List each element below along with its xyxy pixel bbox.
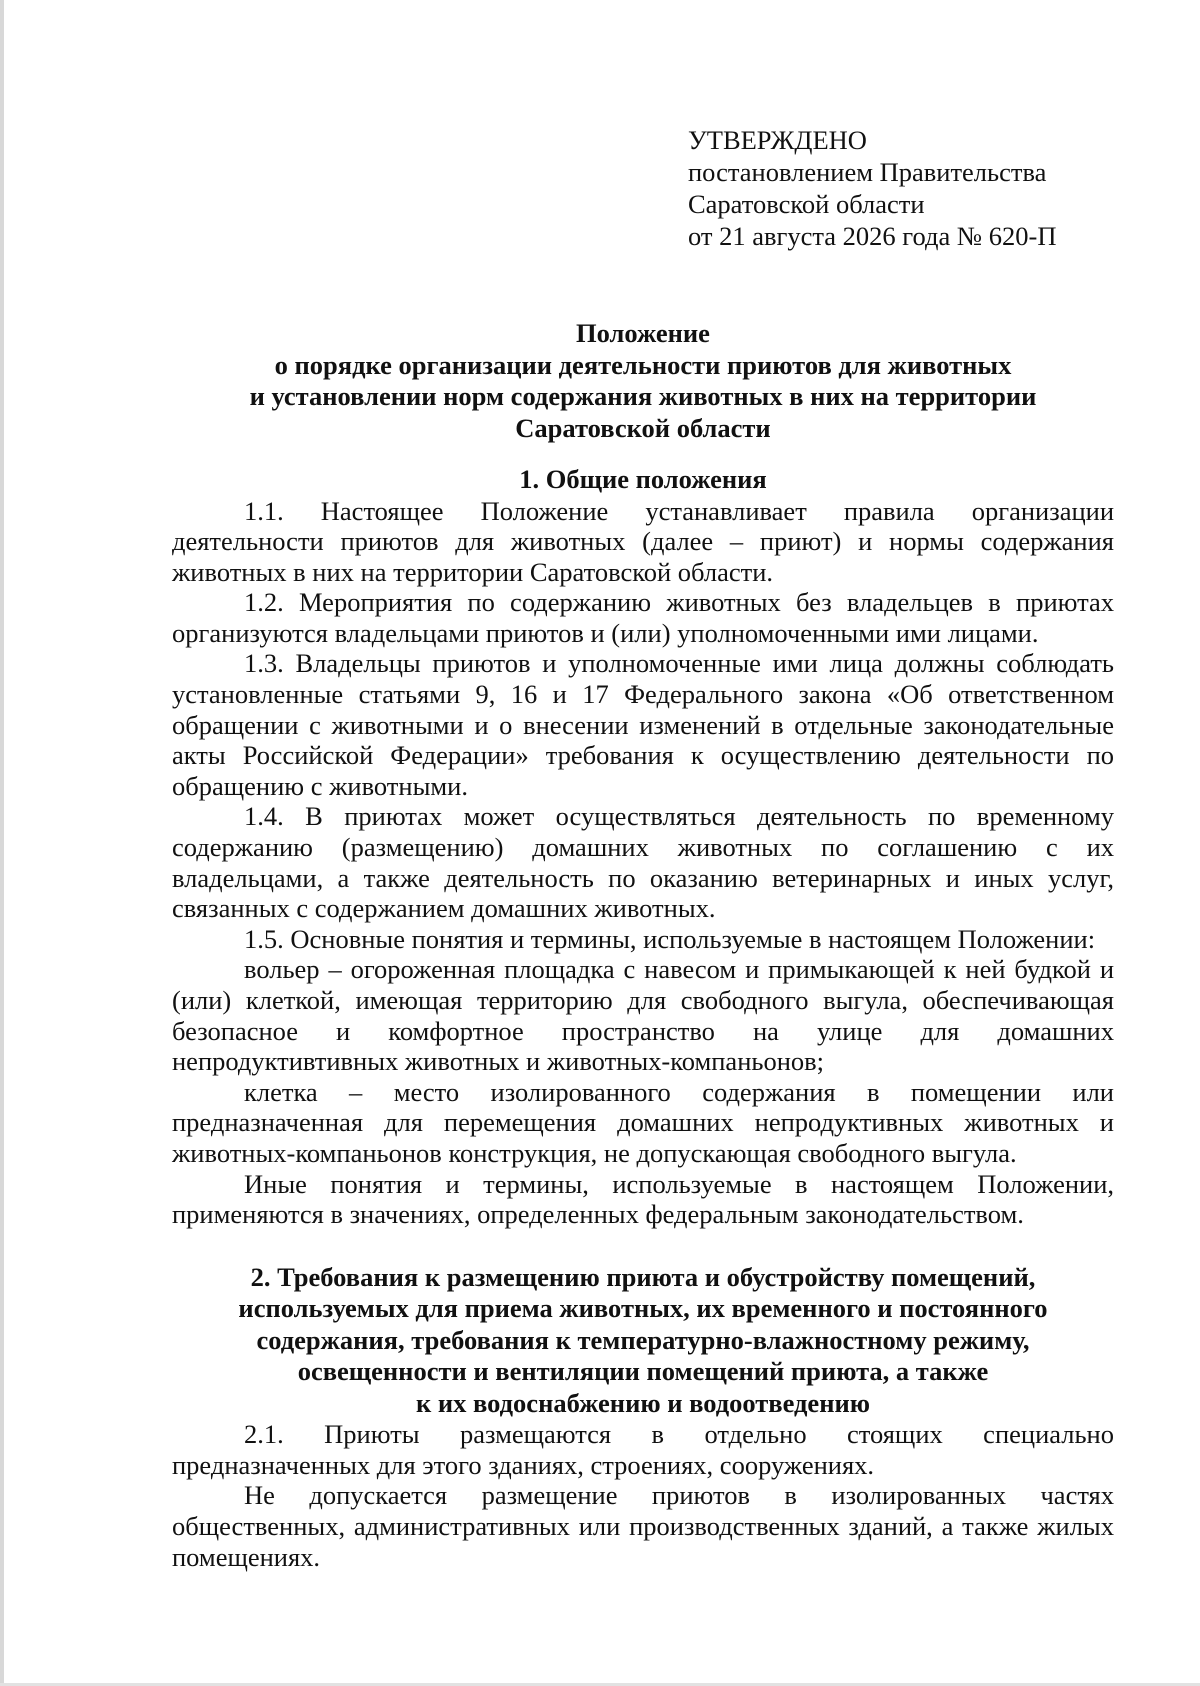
paragraph-1-5: 1.5. Основные понятия и термины, используемые в настоящем Положении: [244,923,1096,954]
approval-resolution-line: постановлением Правительства [688,157,1047,187]
section-2-heading [172,1262,1114,1420]
approval-heading: УТВЕРЖДЕНО [688,125,867,155]
definition-volier: вольер – огороженная площадка с навесом и примыкающей к ней будкой и (или) клеткой, имеющая территорию для свободного выгула, обеспечивающая безопасное и комфортное пространство на улице для домашних непродуктивтивных животных и животных-компаньонов; [172,954,1114,1077]
approval-region-line: Саратовской области [688,189,925,219]
section-2-heading-line: используемых для приема животных, их временного и постоянного [238,1293,1048,1324]
approval-stamp-block [688,124,1168,252]
section-1-heading [172,464,1114,496]
document-title-line: о порядке организации деятельности приютов для животных [274,349,1012,380]
section-1-heading-text: 1. Общие положения [519,464,767,494]
paragraph-2-1-continued: Не допускается размещение приютов в изолированных частях общественных, административных или производственных зданий, а также жилых помещениях. [172,1480,1114,1572]
document-title-line: Положение [576,318,710,348]
paragraph-1-4: 1.4. В приютах может осуществляться деятельность по временному содержанию (размещению) домашних животных по соглашению с их владельцами, а также деятельность по оказанию ветеринарных и иных услуг, связанных с содержанием домашних животных. [172,801,1114,924]
paragraph-1-1: 1.1. Настоящее Положение устанавливает правила организации деятельности приютов для животных (далее – приют) и нормы содержания животных в них на территории Саратовской области. [172,495,1114,587]
document-title-line: и установлении норм содержания животных в них на территории [249,381,1037,411]
scan-edge [0,0,4,1686]
section-2-heading-line: содержания, требования к температурно-влажностному режиму, [256,1324,1030,1355]
paragraph-1-2: 1.2. Мероприятия по содержанию животных без владельцев в приютах организуются владельцами приютов и (или) уполномоченными ими лицами. [172,587,1114,648]
document-title-line: Саратовской области [515,412,771,443]
paragraph-1-3: 1.3. Владельцы приютов и уполномоченные ими лица должны соблюдать установленные статьями 9, 16 и 17 Федерального закона «Об ответственном обращении с животными и о внесении изменений в отдельные законодательные акты Российской Федерации» требования к осуществлению деятельности по обращению с животными. [172,648,1114,801]
document-body [172,318,1114,1572]
document-title [172,318,1114,444]
paragraph-other-terms: Иные понятия и термины, используемые в настоящем Положении, применяются в значениях, определенных федеральным законодательством. [172,1168,1114,1230]
section-2-heading-line: к их водоснабжению и водоотведению [416,1387,870,1418]
paragraph-2-1: 2.1. Приюты размещаются в отдельно стоящих специально предназначенных для этого зданиях, строениях, сооружениях. [172,1419,1114,1480]
approval-date-number-line: от 21 августа 2026 года № 620-П [688,221,1057,251]
section-2-heading-line: освещенности и вентиляции помещений приюта, а также [297,1356,989,1387]
definition-kletka: клетка – место изолированного содержания в помещении или предназначенная для перемещения домашних непродуктивных животных и животных-компаньонов конструкция, не допускающая свободного выгула. [172,1076,1114,1168]
section-2-heading-line: 2. Требования к размещению приюта и обустройству помещений, [250,1261,1036,1292]
